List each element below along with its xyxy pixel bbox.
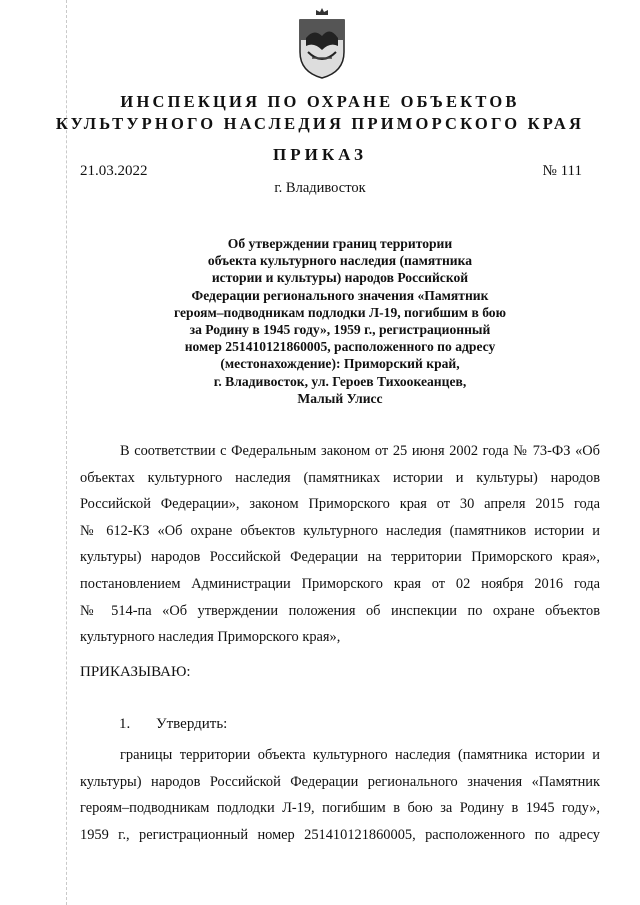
subject-line: героям–подводникам подлодки Л-19, погибшим в бою — [174, 304, 506, 320]
document-city: г. Владивосток — [274, 180, 366, 196]
document-type: ПРИКАЗ — [273, 145, 367, 164]
paragraph-boundaries — [80, 742, 600, 848]
order-item-1 — [119, 716, 227, 733]
org-name-line2: КУЛЬТУРНОГО НАСЛЕДИЯ ПРИМОРСКОГО КРАЯ — [55, 114, 585, 133]
paragraph-line: Российской Федерации», законом Приморского края от 30 апреля 2015 года — [80, 496, 600, 513]
paragraph-line: № 514-па «Об утверждении положения об инспекции по охране объектов — [80, 602, 600, 619]
paragraph-line: В соответствии с Федеральным законом от 25 июня 2002 года № 73-ФЗ «Об — [120, 443, 600, 459]
document-number: № 111 — [542, 163, 582, 179]
document-subject — [140, 235, 540, 407]
paragraph-line: № 612-КЗ «Об охране объектов культурного наследия (памятников истории и — [80, 522, 600, 539]
paragraph-line: культуры) народов Российской Федерации регионального значения «Памятник — [80, 773, 600, 790]
org-name-line1: ИНСПЕКЦИЯ ПО ОХРАНЕ ОБЪЕКТОВ — [120, 92, 520, 111]
subject-line: Малый Улисс — [297, 390, 383, 406]
subject-line: Федерации регионального значения «Памятник — [191, 287, 489, 303]
coat-of-arms-icon — [296, 6, 348, 80]
subject-line: истории и культуры) народов Российской — [211, 270, 469, 286]
paragraph-line: культурного наследия Приморского края», — [80, 629, 341, 646]
paragraph-line: границы территории объекта культурного наследия (памятника истории и — [120, 747, 600, 763]
item-number: 1. — [119, 716, 131, 732]
subject-line: номер 251410121860005, расположенного по адресу — [184, 339, 496, 355]
paragraph-line: культуры) народов Российской Федерации на территории Приморского края», — [80, 549, 600, 566]
subject-line: Об утверждении границ территории — [227, 236, 453, 251]
subject-line: за Родину в 1945 году», 1959 г., регистрационный — [189, 322, 491, 338]
order-word: ПРИКАЗЫВАЮ: — [80, 664, 191, 680]
paragraph-line: объектах культурного наследия (памятниках истории и культуры) народов — [80, 469, 600, 486]
subject-line: (местонахождение): Приморский край, — [220, 356, 460, 372]
subject-line: объекта культурного наследия (памятника — [207, 253, 473, 269]
margin-line — [66, 0, 67, 905]
paragraph-legal-basis — [80, 438, 600, 651]
paragraph-line: героям–подводникам подлодки Л-19, погибшим в бою за Родину в 1945 году», — [80, 800, 600, 817]
subject-line: г. Владивосток, ул. Героев Тихоокеанцев, — [213, 373, 467, 389]
document-date: 21.03.2022 — [80, 163, 148, 179]
item-text: Утвердить: — [156, 716, 228, 732]
paragraph-line: постановлением Администрации Приморского края от 02 ноября 2016 года — [80, 575, 600, 592]
paragraph-line: 1959 г., регистрационный номер 251410121860005, расположенного по адресу — [80, 826, 600, 843]
